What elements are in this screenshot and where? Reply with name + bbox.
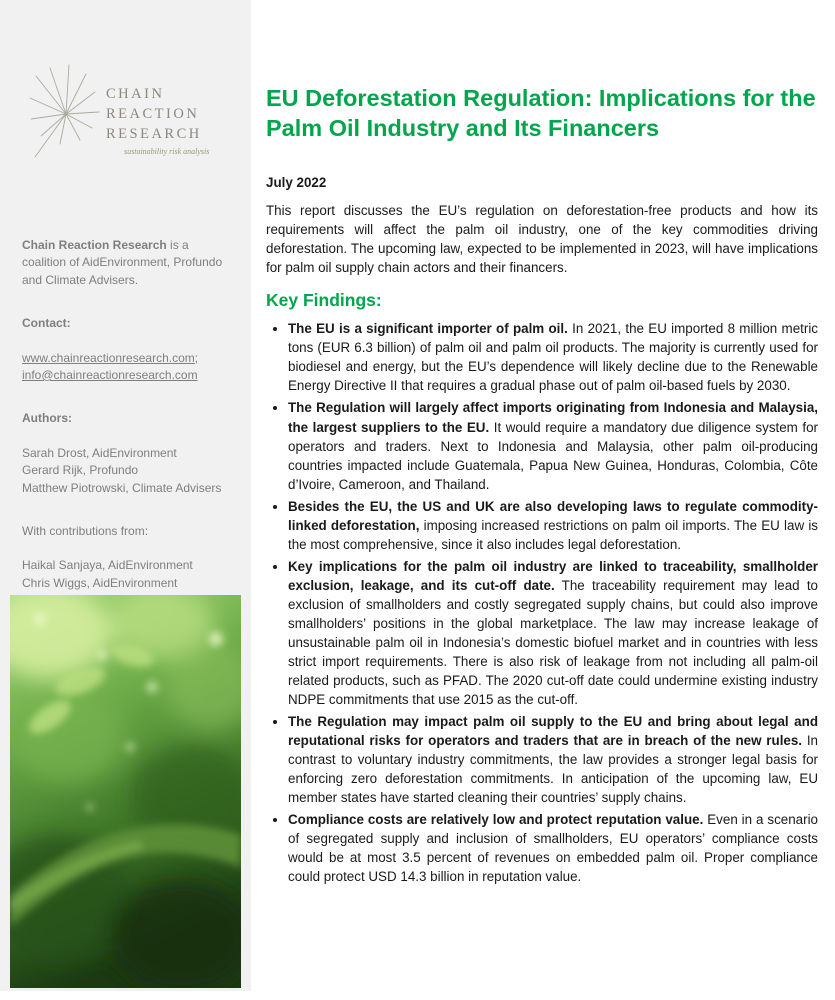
contributions-label: With contributions from:	[22, 523, 149, 538]
authors-list	[0, 445, 251, 497]
main-content	[266, 0, 818, 889]
about-description: is a coalition of AidEnvironment, Profundo and Climate Advisers.	[22, 238, 223, 287]
authors-label: Authors:	[22, 411, 72, 426]
contributor-name: Haikal Sanjaya, AidEnvironment	[22, 558, 193, 573]
intro-paragraph: This report discusses the EU’s regulation on deforestation-free products and how its requirements will affect the palm oil industry, one of the key commodities driving deforestation. The upcoming law, expected to be implemented in 2023, will have implications for palm oil supply chain actors and their financers.	[266, 203, 818, 276]
key-findings-heading: Key Findings:	[266, 290, 382, 311]
key-finding-detail: imposing increased restrictions on palm oil imports. The EU law is the most comprehensive, since it also includes legal deforestation.	[288, 517, 818, 552]
key-finding-detail: In contrast to voluntary industry commitments, the law provides a stronger legal basis for enforcing zero deforestation commitments. In anticipation of the upcoming law, EU member states have started cleaning their countries’ supply chains.	[288, 733, 818, 806]
author-name: Gerard Rijk, Profundo	[22, 463, 139, 478]
key-finding-item	[288, 398, 818, 493]
report-title: EU Deforestation Regulation: Implications for the Palm Oil Industry and Its Financers	[266, 85, 816, 141]
key-findings-list	[266, 319, 818, 886]
logo-tagline: sustainability risk analysis	[124, 147, 210, 156]
key-finding-item	[288, 497, 818, 554]
key-finding-lead: Key implications for the palm oil industry are linked to traceability, smallholder exclusion, leakage, and its cut-off date.	[288, 558, 818, 593]
forest-photo-image	[10, 595, 241, 988]
key-finding-lead: Compliance costs are relatively low and protect reputation value.	[288, 812, 704, 828]
author-name: Sarah Drost, AidEnvironment	[22, 445, 177, 460]
logo-text-research: RESEARCH	[106, 126, 202, 142]
key-finding-item	[288, 810, 818, 886]
sidebar	[0, 0, 251, 991]
author-name: Matthew Piotrowski, Climate Advisers	[22, 480, 222, 495]
forest-photo	[10, 595, 241, 988]
contact-label: Contact:	[22, 316, 71, 331]
logo-text-chain: CHAIN	[106, 86, 165, 102]
logo-text-reaction: REACTION	[106, 106, 200, 122]
logo-starburst-icon	[28, 62, 233, 166]
contributors-list	[0, 557, 251, 592]
key-finding-detail: The traceability requirement may lead to exclusion of smallholders and costly segregated supply chains, but could also improve smallholders’ positions in the global marketplace. The law may increase leakage of unsustainable palm oil in Indonesia’s domestic biofuel market and in countries with less strict import requirements. There is also risk of leakage from not including all palm-oil related products, such as PFAD. The 2020 cut-off date could undermine existing industry NDPE commitments that use 2015 as the cut-off.	[288, 577, 818, 707]
contributor-name: Chris Wiggs, AidEnvironment	[22, 575, 178, 590]
key-finding-item	[288, 319, 818, 395]
key-finding-lead: The EU is a significant importer of palm oil.	[288, 321, 568, 337]
chain-reaction-research-logo	[28, 62, 233, 171]
contact-links	[0, 350, 251, 385]
contact-link-website[interactable]: www.chainreactionresearch.com;	[22, 350, 199, 365]
key-finding-lead: The Regulation may impact palm oil supply to the EU and bring about legal and reputational risks for operators and traders that are in breach of the new rules.	[288, 713, 818, 748]
about-text	[0, 237, 251, 289]
key-finding-item	[288, 712, 818, 807]
report-date: July 2022	[266, 175, 327, 191]
key-finding-lead: Besides the EU, the US and UK are also developing laws to regulate commodity-linked deforestation,	[288, 498, 818, 533]
key-finding-detail: It would require a mandatory due diligence system for operators and traders. Next to Indonesia and Malaysia, other palm oil-producing countries impacted include Guatemala, Papua New Guinea, Honduras, Colombia, Côte d’Ivoire, Cameroon, and Thailand.	[288, 419, 818, 492]
key-finding-item	[288, 557, 818, 709]
key-finding-lead: The Regulation will largely affect imports originating from Indonesia and Malaysia, the largest suppliers to the EU.	[288, 400, 818, 435]
key-finding-detail: In 2021, the EU imported 8 million metric tons (EUR 6.3 billion) of palm oil and palm oil products. The majority is currently used for biodiesel and energy, but the EU’s dependence will likely decline due to the Renewable Energy Directive II that requires a gradual phase out of palm oil-based fuels by 2030.	[288, 321, 818, 394]
contact-link-email[interactable]: info@chainreactionresearch.com	[22, 367, 198, 382]
key-finding-detail: Even in a scenario of segregated supply and inclusion of smallholders, EU operators’ compliance costs would be at most 3.5 percent of revenues on embedded palm oil. Proper compliance could protect USD 14.3 billion in reputation value.	[288, 812, 819, 885]
about-org-name: Chain Reaction Research	[22, 238, 167, 252]
